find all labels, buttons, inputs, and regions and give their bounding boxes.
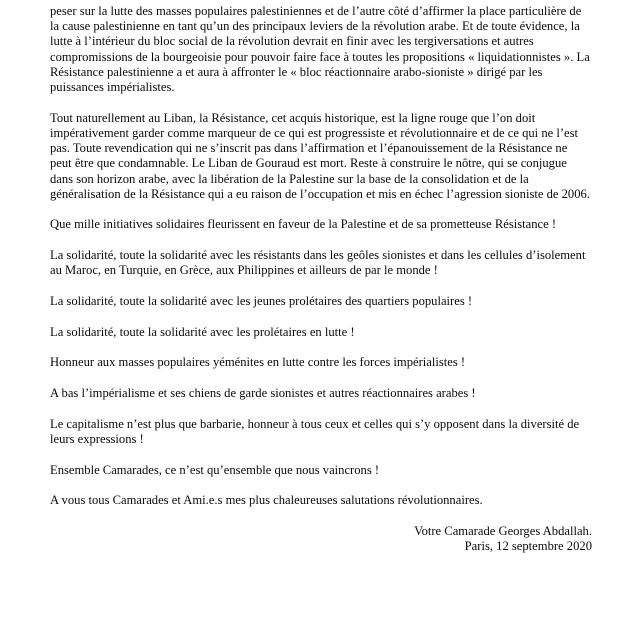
paragraph-2: Tout naturellement au Liban, la Résistance, cet acquis historique, est la ligne rouge que l’on doit impérativement garder comme marqueur de ce qui est progressiste et révolutionnaire et de ce qui ne l’est pas. Toute revendication qui ne s’inscrit pas dans l’affirmation et l’épanouissement de la Résistance ne peut être que condamnable. Le Liban de Gouraud est mort. Reste à construire le nôtre, qui se conjugue dans son horizon arabe, avec la libération de la Palestine sur la base de la consolidation et de la généralisation de la Résistance qui a eu raison de l’occupation et mis en échec l’agression sioniste de 2006. bbox=[50, 110, 590, 201]
paragraph-9: Le capitalisme n’est plus que barbarie, honneur à tous ceux et celles qui s’y opposent dans la diversité de leurs expressions ! bbox=[50, 416, 580, 447]
paragraph-8: A bas l’impérialisme et ses chiens de garde sionistes et autres réactionnaires arabes ! bbox=[50, 386, 476, 401]
paragraph-3: Que mille initiatives solidaires fleurissent en faveur de la Palestine et de sa prometteuse Résistance ! bbox=[50, 217, 557, 232]
paragraph-6: La solidarité, toute la solidarité avec les prolétaires en lutte ! bbox=[50, 324, 355, 339]
signature-name: Votre Camarade Georges Abdallah. bbox=[414, 524, 592, 539]
paragraph-10: Ensemble Camarades, ce n’est qu’ensemble que nous vaincrons ! bbox=[50, 462, 380, 477]
paragraph-4: La solidarité, toute la solidarité avec les résistants dans les geôles sionistes et dans les cellules d’isolement au Maroc, en Turquie, en Grèce, aux Philippines et ailleurs de par le monde ! bbox=[50, 248, 586, 278]
signature-block bbox=[50, 524, 592, 554]
signature-date: Paris, 12 septembre 2020 bbox=[464, 539, 592, 554]
paragraph-11: A vous tous Camarades et Ami.e.s mes plus chaleureuses salutations révolutionnaires. bbox=[50, 493, 483, 508]
paragraph-7: Honneur aux masses populaires yéménites en lutte contre les forces impérialistes ! bbox=[50, 355, 466, 370]
paragraph-5: La solidarité, toute la solidarité avec les jeunes prolétaires des quartiers populaires ! bbox=[50, 294, 473, 309]
paragraph-1: peser sur la lutte des masses populaires palestiniennes et de l’autre côté d’affirmer la place particulière de la cause palestinienne en tant qu’un des principaux leviers de la révolution arabe. Et de toute évidence, la lutte à l’intérieur du bloc social de la révolution devrait en finir avec les tergiversations et autres compromissions de la bourgeoisie pour pouvoir faire face à toutes les propositions « liquidationnistes ». La Résistance palestinienne a et aura à affronter le « bloc réactionnaire arabo-sioniste » dirigé par les puissances impérialistes. bbox=[50, 4, 590, 95]
